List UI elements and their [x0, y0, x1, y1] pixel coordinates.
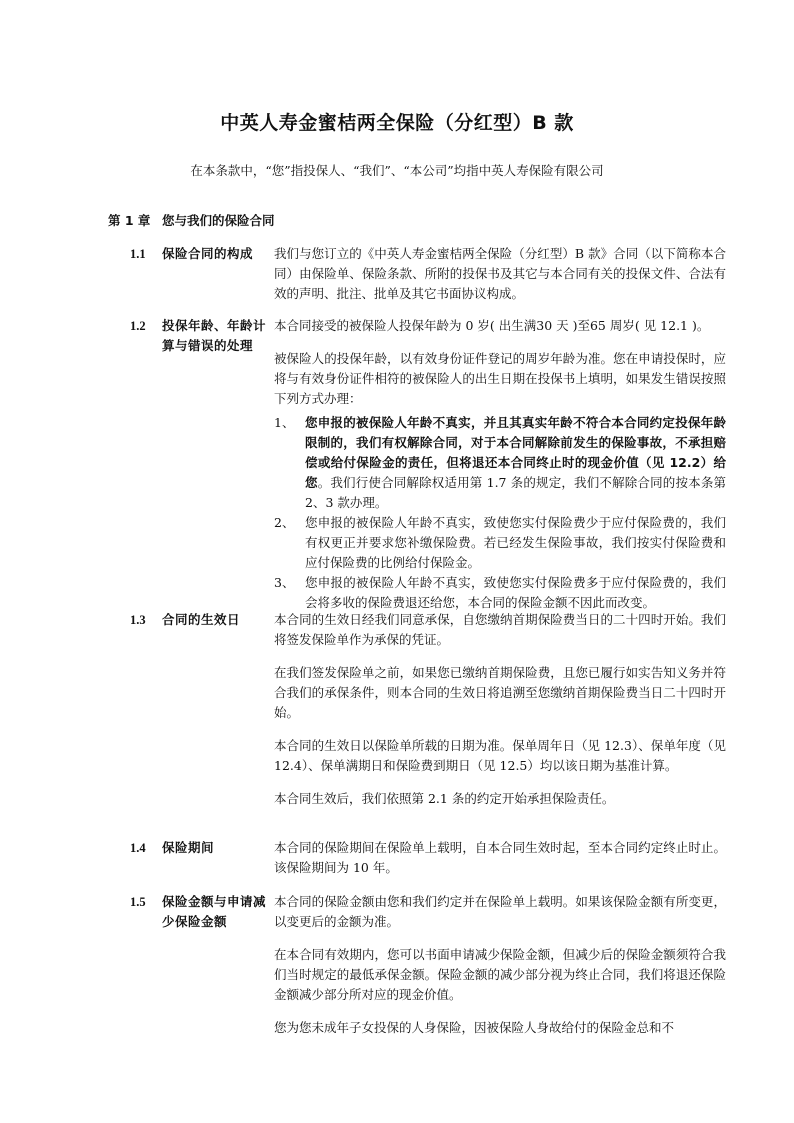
section-body — [274, 316, 726, 613]
section-body — [274, 610, 726, 822]
list-item — [274, 573, 726, 613]
list-marker: 3、 — [274, 575, 295, 590]
section-title: 保险期间 — [162, 840, 215, 855]
list-marker: 2、 — [274, 515, 295, 530]
list-marker: 1、 — [274, 415, 295, 430]
document-title: 中英人寿金蜜桔两全保险（分红型）B 款 — [220, 112, 574, 134]
section-number: 1.4 — [130, 841, 146, 855]
section-body — [274, 838, 726, 891]
list-item-text: 您申报的被保险人年龄不真实，致使您实付保险费多于应付保险费的，我们会将多收的保险费退还给您，本合同的保险金额不因此而改变。 — [305, 575, 726, 610]
paragraph: 本合同的保险期间在保险单上载明，自本合同生效时起，至本合同约定终止时止。该保险期间为 10 年。 — [274, 840, 726, 875]
paragraph: 本合同生效后，我们依照第 2.1 条的约定开始承担保险责任。 — [274, 791, 615, 806]
paragraph: 在我们签发保险单之前，如果您已缴纳首期保险费，且您已履行如实告知义务并符合我们的承保条件，则本合同的生效日将追溯至您缴纳首期保险费当日二十四时开始。 — [274, 665, 726, 720]
paragraph: 在本合同有效期内，您可以书面申请减少保险金额，但减少后的保险金额须符合我们当时规定的最低承保金额。保险金额的减少部分视为终止合同，我们将退还保险金额减少部分所对应的现金价值。 — [274, 947, 726, 1002]
section-number: 1.3 — [130, 613, 146, 627]
section-title: 保险金额与申请减少保险金额 — [162, 894, 267, 929]
chapter-number: 第 1 章 — [108, 213, 151, 228]
list-item — [274, 513, 726, 573]
paragraph: 本合同的保险金额由您和我们约定并在保险单上载明。如果该保险金额有所变更，以变更后的金额为准。 — [274, 894, 726, 929]
section-title: 合同的生效日 — [162, 612, 241, 627]
paragraph: 我们与您订立的《中英人寿金蜜桔两全保险（分红型）B 款》合同（以下简称本合同）由保险单、保险条款、所附的投保书及其它与本合同有关的投保文件、合法有效的声明、批注、批单及其它书面协议构成。 — [274, 246, 726, 301]
section-body — [274, 892, 726, 1051]
section-number: 1.2 — [130, 319, 146, 333]
document-subtitle: 在本条款中，“您”指投保人、“我们”、“本公司”均指中英人寿保险有限公司 — [190, 163, 604, 178]
paragraph: 您为您未成年子女投保的人身保险，因被保险人身故给付的保险金总和不 — [274, 1020, 675, 1035]
list-item — [274, 413, 726, 513]
paragraph: 本合同接受的被保险人投保年龄为 0 岁( 出生满30 天 )至65 周岁( 见 12.1 )。 — [274, 318, 710, 333]
section-title: 投保年龄、年龄计算与错误的处理 — [162, 318, 267, 353]
paragraph: 被保险人的投保年龄，以有效身份证件登记的周岁年龄为准。您在申请投保时，应将与有效身份证件相符的被保险人的出生日期在投保书上填明，如果发生错误按照下列方式办理： — [274, 351, 726, 406]
section-number: 1.1 — [130, 247, 146, 261]
list-item-emphasis: 您申报的被保险人年龄不真实，并且其真实年龄不符合本合同约定投保年龄限制的，我们有权解除合同，对于本合同解除前发生的保险事故，不承担赔偿或给付保险金的责任，但将退还本合同终止时的现金价值（见 12.2）给您 — [305, 415, 726, 490]
chapter-heading — [108, 211, 275, 229]
section-title: 保险合同的构成 — [162, 246, 254, 261]
list-item-text: 您申报的被保险人年龄不真实，致使您实付保险费少于应付保险费的，我们有权更正并要求您补缴保险费。若已经发生保险事故，我们按实付保险费和应付保险费的比例给付保险金。 — [305, 515, 726, 570]
list-item-text: 。我们行使合同解除权适用第 1.7 条的规定，我们不解除合同的按本条第 2、3 款办理。 — [305, 475, 726, 510]
chapter-title: 您与我们的保险合同 — [162, 213, 275, 228]
section-number: 1.5 — [130, 895, 146, 909]
numbered-list — [274, 413, 726, 613]
section-body — [274, 244, 726, 317]
paragraph: 本合同的生效日经我们同意承保，自您缴纳首期保险费当日的二十四时开始。我们将签发保险单作为承保的凭证。 — [274, 612, 726, 647]
paragraph: 本合同的生效日以保险单所载的日期为准。保单周年日（见 12.3）、保单年度（见 12.4）、保单满期日和保险费到期日（见 12.5）均以该日期为基准计算。 — [274, 738, 726, 773]
